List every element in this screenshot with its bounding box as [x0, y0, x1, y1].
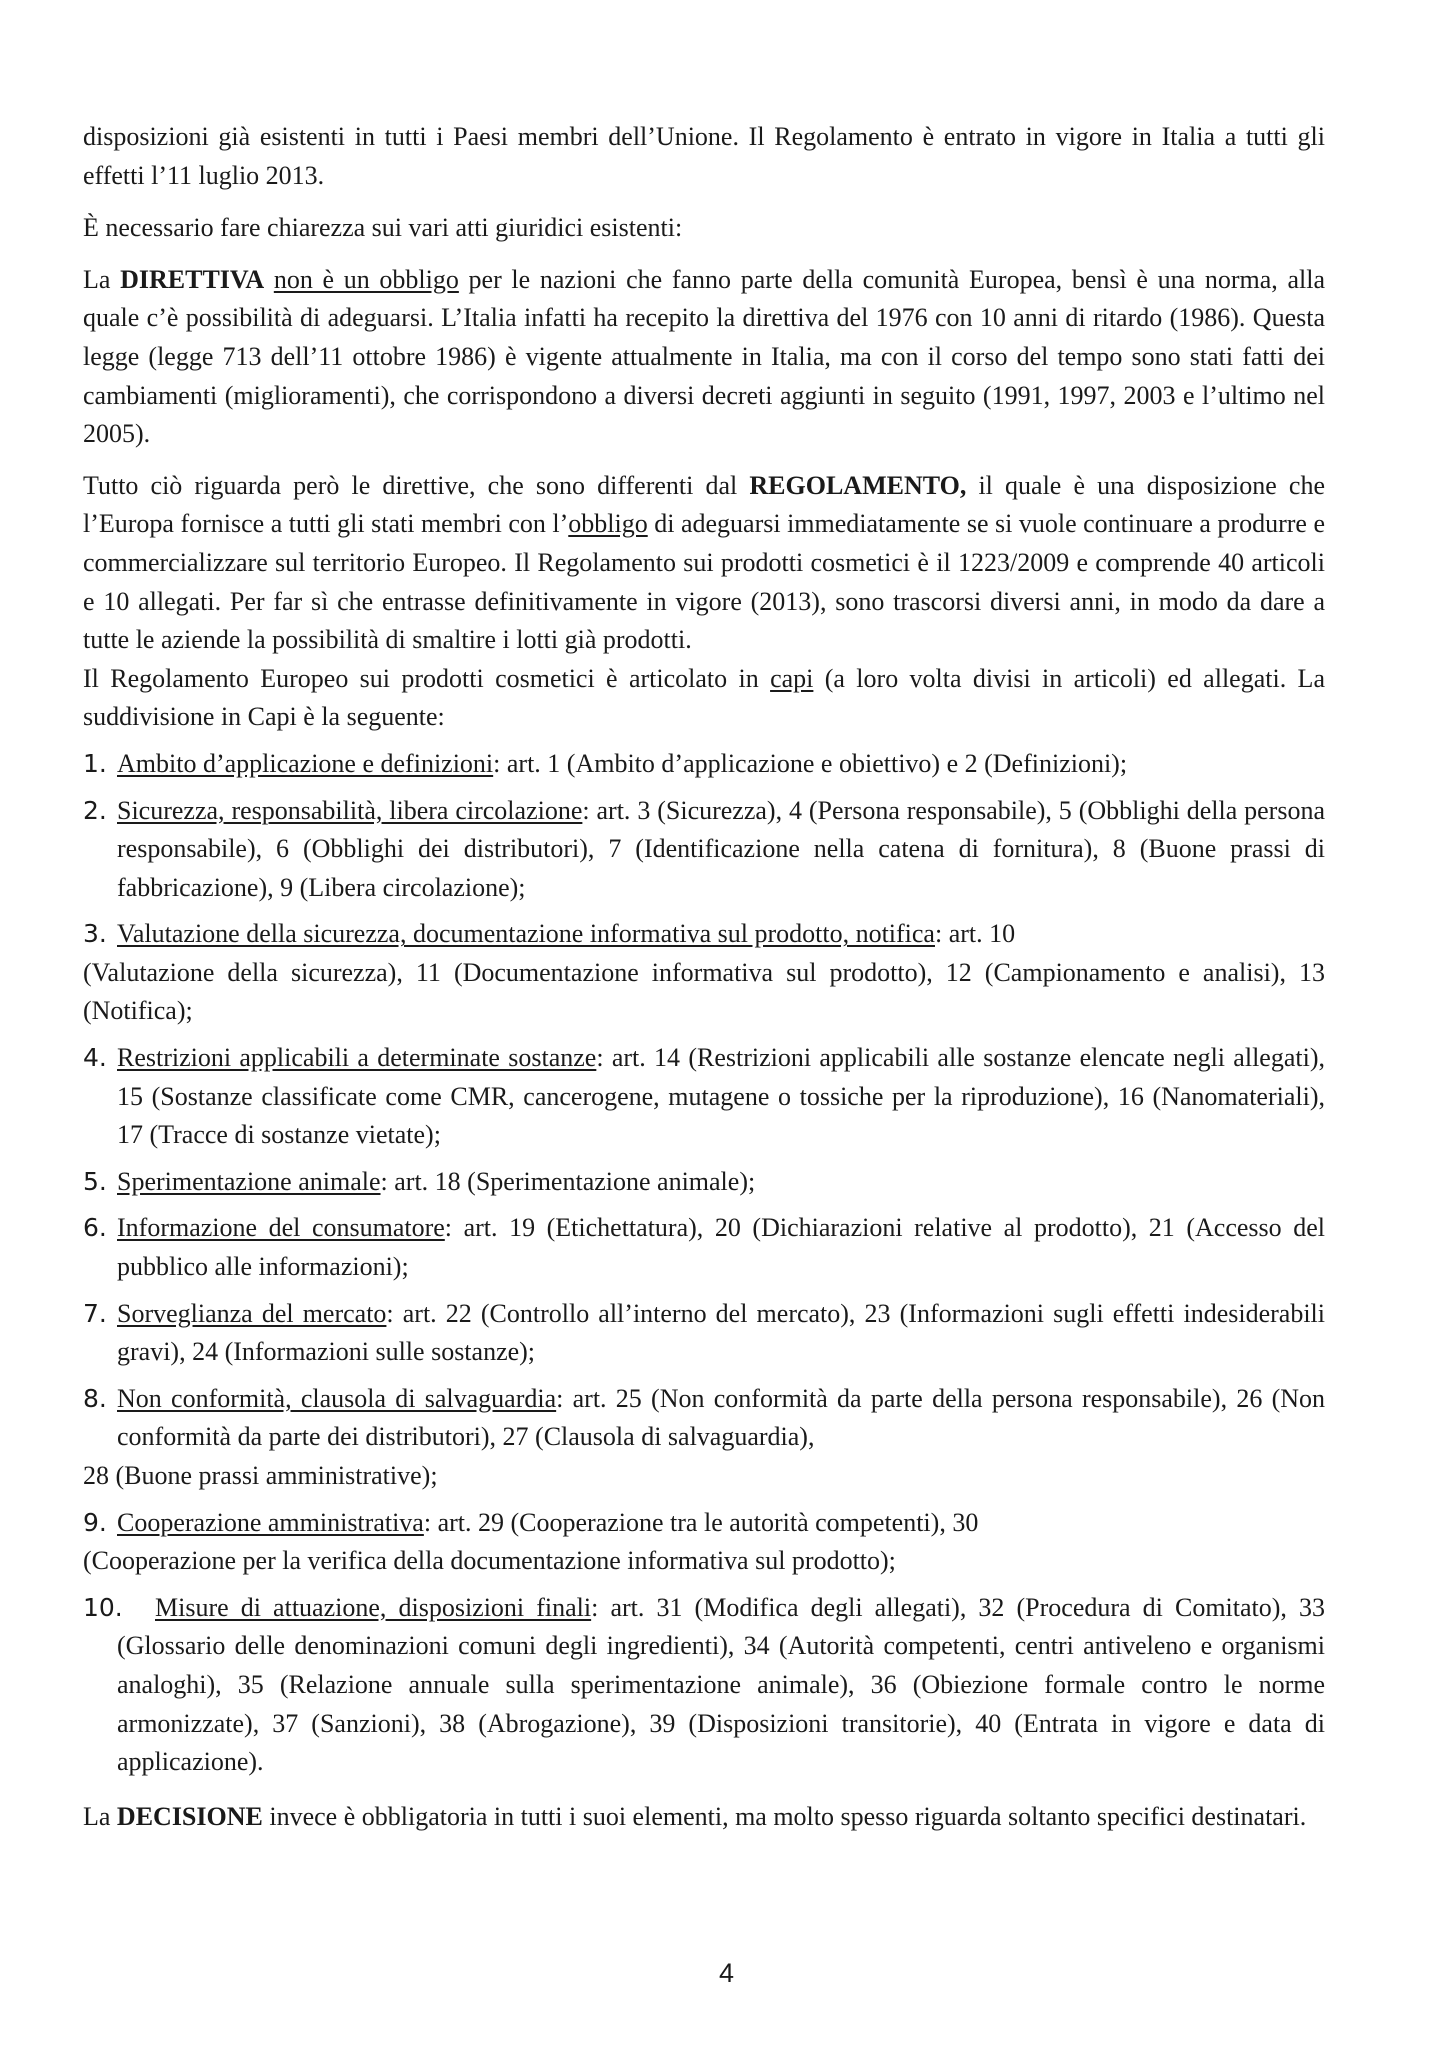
- capo-text: : art. 18 (Sperimentazione animale);: [380, 1166, 756, 1196]
- decisione-paragraph: [83, 1798, 1325, 1837]
- capo-item-10: [83, 1589, 1325, 1782]
- capo-title: Sicurezza, responsabilità, libera circolazione: [117, 795, 583, 825]
- capi-intro-underline: capi: [770, 663, 814, 693]
- direttiva-term: DIRETTIVA: [120, 264, 265, 294]
- capo-number: 9.: [83, 1507, 107, 1537]
- page-number: 4: [718, 1958, 735, 1988]
- capo-number: 3.: [83, 919, 107, 949]
- decisione-rest: invece è obbligatoria in tutti i suoi elementi, ma molto spesso riguarda soltanto specifici destinatari.: [262, 1801, 1307, 1831]
- capo-number: 5.: [83, 1166, 107, 1196]
- capo-item-9: [83, 1504, 1325, 1581]
- direttiva-underline: non è un obbligo: [273, 264, 459, 294]
- capo-title: Ambito d’applicazione e definizioni: [117, 748, 494, 778]
- direttiva-pre: La: [83, 264, 121, 294]
- capo-text: : art. 14 (Restrizioni applicabili alle sostanze elencate negli allegati), 15 (Sostanze classificate come CMR, cancerogene, mutagene o tossiche per la riproduzione), 16 (Nanomateriali), 17 (Tracce di sostanze vietate);: [117, 1043, 1325, 1150]
- intro-sentence: È necessario fare chiarezza sui vari atti giuridici esistenti:: [83, 213, 683, 243]
- capo-item-2: [83, 792, 1325, 908]
- capi-intro-paragraph: [83, 660, 1325, 737]
- capo-number: 7.: [83, 1298, 107, 1328]
- capo-title: Misure di attuazione, disposizioni finali: [155, 1592, 592, 1622]
- capo-text: : art. 3 (Sicurezza), 4 (Persona responsabile), 5 (Obblighi della persona responsabile), 6 (Obblighi dei distributori), 7 (Identificazione nella catena di fornitura), 8 (Buone prassi di fabbricazione), 9 (Libera circolazione);: [117, 795, 1325, 902]
- capo-item-3: [83, 915, 1325, 1031]
- capo-number: 10.: [83, 1592, 123, 1622]
- document-body: [83, 118, 1325, 1836]
- regolamento-underline: obbligo: [568, 509, 648, 539]
- capo-text: : art. 29 (Cooperazione tra le autorità competenti), 30: [423, 1507, 979, 1537]
- regolamento-paragraph: [83, 467, 1325, 660]
- capo-continuation: (Cooperazione per la verifica della documentazione informativa sul prodotto);: [83, 1546, 896, 1576]
- capo-number: 8.: [83, 1383, 107, 1413]
- capo-number: 1.: [83, 748, 107, 778]
- capo-number: 2.: [83, 795, 107, 825]
- capo-text: : art. 25 (Non conformità da parte della persona responsabile), 26 (Non conformità da parte dei distributori), 27 (Clausola di salvaguardia),: [117, 1383, 1326, 1452]
- capi-intro-rest: (a loro volta divisi in articoli) ed allegati. La suddivisione in Capi è la seguente:: [83, 663, 1325, 732]
- decisione-term: DECISIONE: [116, 1801, 263, 1831]
- capo-continuation: (Valutazione della sicurezza), 11 (Documentazione informativa sul prodotto), 12 (Campionamento e analisi), 13 (Notifica);: [83, 957, 1325, 1026]
- capo-text: : art. 19 (Etichettatura), 20 (Dichiarazioni relative al prodotto), 21 (Accesso del pubblico alle informazioni);: [117, 1213, 1325, 1282]
- capo-title: Valutazione della sicurezza, documentazione informativa sul prodotto, notifica: [117, 919, 935, 949]
- capo-item-6: [83, 1209, 1325, 1286]
- capo-item-7: [83, 1295, 1325, 1372]
- decisione-pre: La: [83, 1801, 117, 1831]
- capo-title: Restrizioni applicabili a determinate sostanze: [117, 1043, 597, 1073]
- regolamento-mid: il quale è una disposizione che l’Europa fornisce a tutti gli stati membri con l’: [83, 470, 1325, 539]
- regolamento-rest: di adeguarsi immediatamente se si vuole continuare a produrre e commercializzare sul territorio Europeo. Il Regolamento sui prodotti cosmetici è il 1223/2009 e comprende 40 articoli e 10 allegati. Per far sì che entrasse definitivamente in vigore (2013), sono trascorsi diversi anni, in modo da dare a tutte le aziende la possibilità di smaltire i lotti già prodotti.: [83, 509, 1325, 655]
- direttiva-rest: per le nazioni che fanno parte della comunità Europea, bensì è una norma, alla quale c’è possibilità di adeguarsi. L’Italia infatti ha recepito la direttiva del 1976 con 10 anni di ritardo (1986). Questa legge (legge 713 dell’11 ottobre 1986) è vigente attualmente in Italia, ma con il corso del tempo sono stati fatti dei cambiamenti (miglioramenti), che corrispondono a diversi decreti aggiunti in seguito (1991, 1997, 2003 e l’ultimo nel 2005).: [83, 264, 1325, 449]
- capo-text: : art. 1 (Ambito d’applicazione e obiettivo) e 2 (Definizioni);: [493, 748, 1128, 778]
- capo-title: Cooperazione amministrativa: [117, 1507, 424, 1537]
- capo-text: : art. 10: [934, 919, 1016, 949]
- capo-item-8: [83, 1380, 1325, 1496]
- capo-continuation: 28 (Buone prassi amministrative);: [83, 1461, 438, 1490]
- capo-title: Non conformità, clausola di salvaguardia: [117, 1383, 557, 1413]
- capo-item-5: [83, 1163, 1325, 1202]
- capi-intro-pre: Il Regolamento Europeo sui prodotti cosmetici è articolato in: [83, 663, 771, 693]
- capo-number: 4.: [83, 1043, 107, 1073]
- capo-title: Sorveglianza del mercato: [117, 1298, 387, 1328]
- capo-text: : art. 31 (Modifica degli allegati), 32 (Procedura di Comitato), 33 (Glossario delle denominazioni comuni degli ingredienti), 34 (Autorità competenti, centri antiveleno e organismi analoghi), 35 (Relazione annuale sulla sperimentazione animale), 36 (Obiezione formale contro le norme armonizzate), 37 (Sanzioni), 38 (Abrogazione), 39 (Disposizioni transitorie), 40 (Entrata in vigore e data di applicazione).: [117, 1592, 1325, 1777]
- capo-item-4: [83, 1039, 1325, 1155]
- regolamento-term: REGOLAMENTO,: [749, 470, 967, 500]
- capo-title: Sperimentazione animale: [117, 1166, 381, 1196]
- intro-paragraph: disposizioni già esistenti in tutti i Paesi membri dell’Unione. Il Regolamento è entrato in vigore in Italia a tutti gli effetti l’11 luglio 2013.: [83, 122, 1325, 190]
- capo-text: : art. 22 (Controllo all’interno del mercato), 23 (Informazioni sugli effetti indesiderabili gravi), 24 (Informazioni sulle sostanze);: [117, 1298, 1325, 1367]
- regolamento-pre: Tutto ciò riguarda però le direttive, che sono differenti dal: [83, 470, 750, 500]
- capo-title: Informazione del consumatore: [117, 1213, 445, 1243]
- capo-item-1: [83, 745, 1325, 784]
- capo-number: 6.: [83, 1213, 107, 1243]
- capi-list: [83, 745, 1325, 1782]
- direttiva-paragraph: [83, 261, 1325, 454]
